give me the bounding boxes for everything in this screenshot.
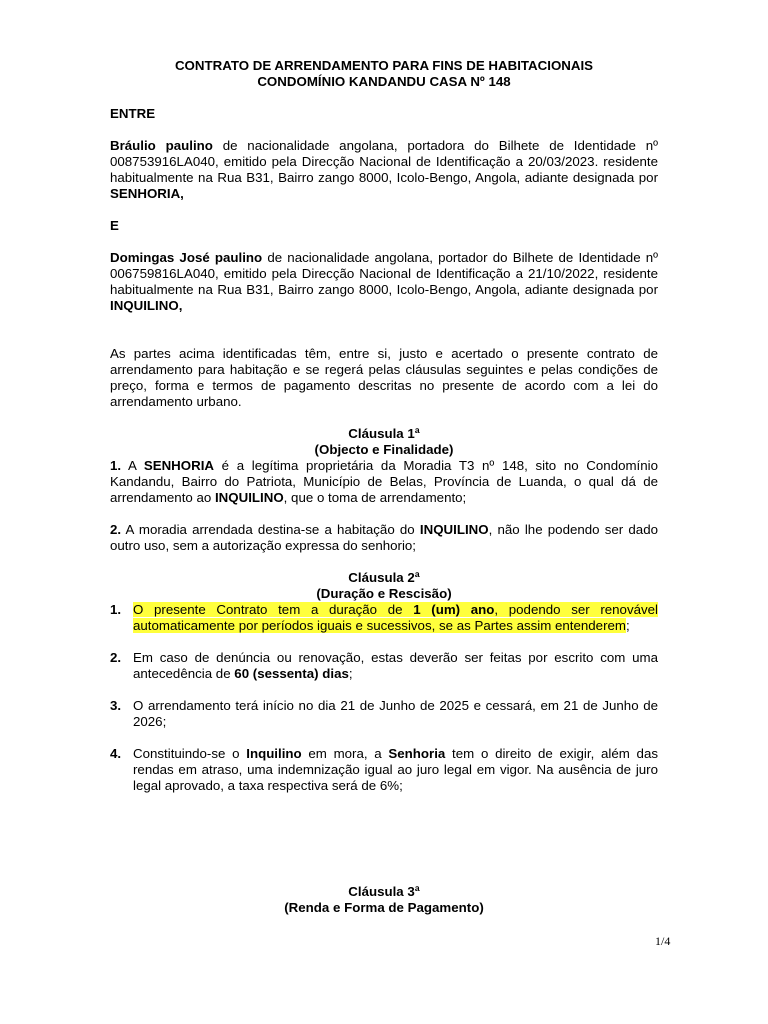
item-number: 2. (110, 522, 122, 537)
intro-paragraph: As partes acima identificadas têm, entre si, justo e acertado o presente contrato de arrendamento para habitação e se regerá pelas cláusulas seguintes e pelas condições de preço, forma e termos de pagamento descritas no presente de acordo com a lei do arrendamento urbano. (110, 346, 658, 409)
text-run: , que o toma de arrendamento; (283, 490, 467, 505)
text-run: O arrendamento terá início no dia 21 de Junho de 2025 e cessará, em 21 de Junho de 2026; (133, 698, 658, 729)
text-run: , não lhe podendo ser dado outro uso, sem a autorização expressa do senhorio; (110, 522, 658, 553)
item-number: 1. (110, 458, 122, 473)
clausula3-heading: Cláusula 3ª (348, 884, 420, 899)
party1-text: de nacionalidade angolana, portadora do Bilhete de Identidade nº 008753916LA040, emitido pela Direcção Nacional de Identificação a 20/03/2023. residente habitualmente na Rua B31, Bairro zango 8000, Icolo-Bengo, Angola, adiante designada por (110, 138, 658, 185)
party1-role: SENHORIA, (110, 186, 184, 201)
clausula3-subheading: (Renda e Forma de Pagamento) (284, 900, 484, 915)
text-run: O presente Contrato tem a duração de (133, 602, 414, 617)
item-number: 2. (110, 650, 122, 665)
contract-title-line1: CONTRATO DE ARRENDAMENTO PARA FINS DE HABITACIONAIS (174, 58, 594, 73)
text-run: A (121, 458, 144, 473)
clausula1-item2 (110, 522, 658, 554)
duration-term: 1 (um) ano (413, 602, 495, 617)
inquilino-term: INQUILINO (419, 522, 489, 537)
party2-text: de nacionalidade angolana, portador do Bilhete de Identidade nº 006759816LA040, emitido pela Direcção Nacional de Identificação a 21/10/2022, residente habitualmente na Rua B31, Bairro zango 8000, Icolo-Bengo, Angola, adiante designada por (110, 250, 658, 297)
clausula2-item2 (110, 650, 658, 682)
notice-period-term: 60 (sessenta) dias (234, 666, 349, 681)
text-run: A moradia arrendada destina-se a habitação do (121, 522, 420, 537)
inquilino-term: INQUILINO (214, 490, 284, 505)
party1-paragraph (110, 138, 658, 202)
highlighted-text (133, 602, 658, 633)
clausula2-item1 (110, 602, 658, 634)
senhoria-term: SENHORIA (143, 458, 215, 473)
senhoria-term: Senhoria (388, 746, 446, 761)
text-run: ; (348, 666, 353, 681)
e-label: E (110, 218, 119, 233)
contract-title-line2: CONDOMÍNIO KANDANDU CASA Nº 148 (257, 74, 511, 89)
text-run: Em caso de denúncia ou renovação, estas deverão ser feitas por escrito com uma antecedência de (133, 650, 658, 681)
inquilino-term: Inquilino (246, 746, 302, 761)
party2-name: Domingas José paulino (110, 250, 263, 265)
clausula2-heading: Cláusula 2ª (348, 570, 420, 585)
clausula2-item3 (110, 698, 658, 730)
clausula3-block (110, 884, 658, 916)
page-number: 1/4 (655, 934, 671, 948)
entre-label: ENTRE (110, 106, 156, 121)
clausula1-subheading: (Objecto e Finalidade) (314, 442, 454, 457)
text-run: , podendo ser renovável automaticamente por períodos iguais e sucessivos, se as Partes assim entenderem (133, 602, 658, 633)
party2-role: INQUILINO, (110, 298, 183, 313)
text-run: ; (625, 618, 630, 633)
item-number: 3. (110, 698, 122, 713)
text-run: Constituindo-se o (133, 746, 247, 761)
text-run: tem o direito de exigir, além das rendas em atraso, uma indemnização igual ao juro legal em vigor. Na ausência de juro legal aprovado, a taxa respectiva será de 6%; (133, 746, 658, 793)
item-number: 4. (110, 746, 122, 761)
clausula1-heading: Cláusula 1ª (348, 426, 420, 441)
text-run: é a legítima proprietária da Moradia T3 nº 148, sito no Condomínio Kandandu, Bairro do Patriota, Município de Belas, Província de Luanda, o qual dá de arrendamento ao (110, 458, 658, 505)
party2-paragraph (110, 250, 658, 314)
item-number: 1. (110, 602, 122, 617)
clausula2-item4 (110, 746, 658, 794)
document-body (110, 58, 658, 794)
clausula2-subheading: (Duração e Rescisão) (316, 586, 452, 601)
clausula1-item1 (110, 458, 658, 506)
text-run: em mora, a (301, 746, 389, 761)
party1-name: Bráulio paulino (110, 138, 213, 153)
